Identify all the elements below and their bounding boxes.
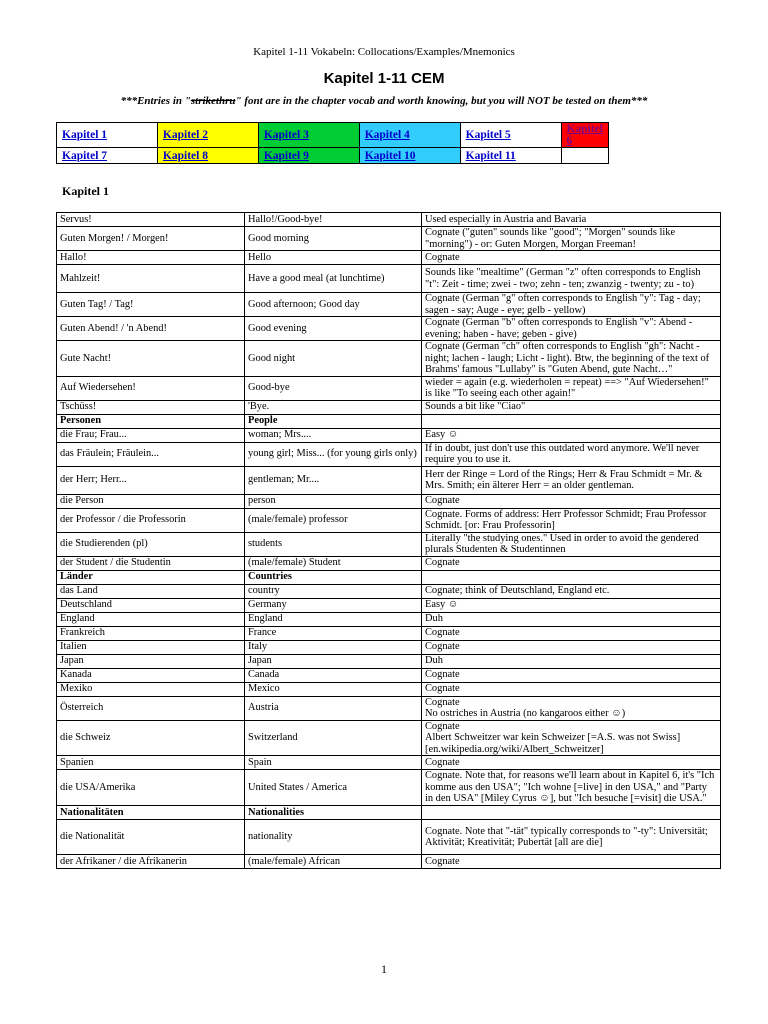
table-row	[57, 626, 721, 640]
mnemonic-note: Used especially in Austria and Bavaria	[422, 213, 721, 227]
mnemonic-note: Cognate	[422, 855, 721, 869]
page-number: 1	[381, 962, 387, 976]
chapter-nav-cell[interactable]	[157, 123, 258, 148]
mnemonic-note: Cognate No ostriches in Austria (no kangaroos either ☺)	[422, 696, 721, 720]
table-row	[57, 806, 721, 820]
mnemonic-note: Cognate	[422, 251, 721, 265]
table-row	[57, 696, 721, 720]
mnemonic-note: Cognate	[422, 626, 721, 640]
table-row	[57, 251, 721, 265]
english-meaning: United States / America	[245, 770, 422, 806]
english-meaning: Nationalities	[245, 806, 422, 820]
english-meaning: France	[245, 626, 422, 640]
table-row	[57, 227, 721, 251]
english-meaning: Good afternoon; Good day	[245, 293, 422, 317]
chapter-link[interactable]: Kapitel 11	[465, 149, 516, 162]
table-row	[57, 532, 721, 556]
note-suffix: " font are in the chapter vocab and worth knowing, but you will NOT be tested on them***	[235, 95, 648, 107]
chapter-link[interactable]: Kapitel 7	[62, 149, 108, 162]
table-row	[57, 855, 721, 869]
german-term: Frankreich	[57, 626, 245, 640]
german-term: die Nationalität	[57, 820, 245, 855]
mnemonic-note: Cognate Albert Schweitzer war kein Schweizer [=A.S. was not Swiss] [en.wikipedia.org/wiki/Albert_Schweitzer]	[422, 720, 721, 756]
table-row	[57, 400, 721, 414]
english-meaning: England	[245, 612, 422, 626]
german-term: Gute Nacht!	[57, 341, 245, 377]
mnemonic-note: Easy ☺	[422, 428, 721, 442]
mnemonic-note: Cognate. Note that, for reasons we'll learn about in Kapitel 6, it's "Ich komme aus den USA"; "Ich wohne [=live] in den USA," and "Party in den USA" [Miley Cyrus ☺], but "Ich besuche [=visit] die USA."	[422, 770, 721, 806]
german-term: der Student / die Studentin	[57, 556, 245, 570]
chapter-nav-cell[interactable]	[258, 123, 359, 148]
german-term: Hallo!	[57, 251, 245, 265]
english-meaning: (male/female) Student	[245, 556, 422, 570]
mnemonic-note: Literally "the studying ones." Used in order to avoid the gendered plurals Studenten & Studentinnen	[422, 532, 721, 556]
german-term: Mahlzeit!	[57, 265, 245, 293]
table-row	[57, 341, 721, 377]
english-meaning: Canada	[245, 668, 422, 682]
table-row	[57, 556, 721, 570]
mnemonic-note: Cognate (German "ch" often corresponds to English "gh": Nacht - night; lachen - laugh; Licht - light). Btw, the beginning of the text of Brahms' famous "Lullaby" is "Guten Abend, gute Nacht…"	[422, 341, 721, 377]
chapter-link[interactable]: Kapitel 6	[566, 123, 603, 147]
table-row	[57, 682, 721, 696]
mnemonic-note: Cognate	[422, 556, 721, 570]
mnemonic-note: Duh	[422, 612, 721, 626]
table-row	[57, 508, 721, 532]
german-term: der Afrikaner / die Afrikanerin	[57, 855, 245, 869]
mnemonic-note: Cognate. Forms of address: Herr Professor Schmidt; Frau Professor Schmidt. [or: Frau Professorin]	[422, 508, 721, 532]
chapter-link[interactable]: Kapitel 2	[162, 129, 208, 141]
german-term: Guten Abend! / 'n Abend!	[57, 317, 245, 341]
mnemonic-note: wieder = again (e.g. wiederholen = repeat) ==> "Auf Wiedersehen!" is like "To seeing each other again!"	[422, 376, 721, 400]
chapter-nav-cell[interactable]	[258, 148, 359, 164]
mnemonic-note	[422, 570, 721, 584]
vocab-table	[56, 212, 721, 869]
english-meaning: Have a good meal (at lunchtime)	[245, 265, 422, 293]
mnemonic-note: Cognate	[422, 640, 721, 654]
german-term: der Herr; Herr...	[57, 466, 245, 494]
table-row	[57, 612, 721, 626]
german-term: Nationalitäten	[57, 806, 245, 820]
chapter-nav-cell[interactable]	[57, 123, 158, 148]
table-row	[57, 770, 721, 806]
english-meaning: People	[245, 414, 422, 428]
english-meaning: Japan	[245, 654, 422, 668]
chapter-nav-cell[interactable]	[460, 148, 561, 164]
table-row	[57, 668, 721, 682]
english-meaning: (male/female) professor	[245, 508, 422, 532]
chapter-link[interactable]: Kapitel 5	[465, 129, 511, 141]
chapter-nav-row	[57, 123, 609, 148]
mnemonic-note: Cognate. Note that "-tät" typically corresponds to "-ty": Universität; Aktivität; Kreativität; Pubertät [all are die]	[422, 820, 721, 855]
chapter-link[interactable]: Kapitel 9	[263, 149, 309, 162]
mnemonic-note: Cognate	[422, 668, 721, 682]
table-row	[57, 265, 721, 293]
english-meaning: young girl; Miss... (for young girls only)	[245, 442, 422, 466]
german-term: der Professor / die Professorin	[57, 508, 245, 532]
english-meaning: Good evening	[245, 317, 422, 341]
german-term: Italien	[57, 640, 245, 654]
german-term: England	[57, 612, 245, 626]
german-term: Personen	[57, 414, 245, 428]
mnemonic-note: Easy ☺	[422, 598, 721, 612]
chapter-nav-cell[interactable]	[359, 123, 460, 148]
english-meaning: Mexico	[245, 682, 422, 696]
chapter-nav-cell	[561, 148, 608, 164]
table-row	[57, 640, 721, 654]
table-row	[57, 756, 721, 770]
english-meaning: Switzerland	[245, 720, 422, 756]
table-row	[57, 584, 721, 598]
table-row	[57, 428, 721, 442]
german-term: die Schweiz	[57, 720, 245, 756]
table-row	[57, 317, 721, 341]
english-meaning: Good morning	[245, 227, 422, 251]
german-term: Deutschland	[57, 598, 245, 612]
table-row	[57, 720, 721, 756]
table-row	[57, 293, 721, 317]
english-meaning: Austria	[245, 696, 422, 720]
mnemonic-note	[422, 806, 721, 820]
german-term: Mexiko	[57, 682, 245, 696]
english-meaning: students	[245, 532, 422, 556]
table-row	[57, 598, 721, 612]
german-term: Kanada	[57, 668, 245, 682]
note-strikethru-word: strikethru	[190, 95, 236, 107]
chapter-nav-cell[interactable]	[157, 148, 258, 164]
german-term: Guten Tag! / Tag!	[57, 293, 245, 317]
english-meaning: Spain	[245, 756, 422, 770]
german-term: die USA/Amerika	[57, 770, 245, 806]
mnemonic-note: Sounds a bit like "Ciao"	[422, 400, 721, 414]
english-meaning: Good night	[245, 341, 422, 377]
table-row	[57, 820, 721, 855]
instruction-note	[0, 95, 768, 107]
german-term: das Land	[57, 584, 245, 598]
english-meaning: Good-bye	[245, 376, 422, 400]
chapter-link[interactable]: Kapitel 4	[364, 129, 410, 141]
table-row	[57, 466, 721, 494]
section-heading: Kapitel 1	[62, 184, 109, 198]
german-term: Länder	[57, 570, 245, 584]
english-meaning: nationality	[245, 820, 422, 855]
german-term: Tschüss!	[57, 400, 245, 414]
english-meaning: Hello	[245, 251, 422, 265]
mnemonic-note: Cognate (German "g" often corresponds to English "y": Tag - day; sagen - say; Auge - eye; gelb - yellow)	[422, 293, 721, 317]
english-meaning: Germany	[245, 598, 422, 612]
table-row	[57, 213, 721, 227]
note-prefix: ***Entries in "	[120, 95, 191, 107]
chapter-link[interactable]: Kapitel 3	[263, 129, 309, 141]
english-meaning: Italy	[245, 640, 422, 654]
english-meaning: 'Bye.	[245, 400, 422, 414]
mnemonic-note: Sounds like "mealtime" (German "z" often corresponds to English "t": Zeit - time; zwei - two; zehn - ten; zwanzig - twenty; zu - to)	[422, 265, 721, 293]
mnemonic-note: Cognate	[422, 682, 721, 696]
table-row	[57, 414, 721, 428]
table-row	[57, 442, 721, 466]
german-term: die Frau; Frau...	[57, 428, 245, 442]
mnemonic-note: Cognate	[422, 494, 721, 508]
german-term: das Fräulein; Fräulein...	[57, 442, 245, 466]
english-meaning: country	[245, 584, 422, 598]
english-meaning: person	[245, 494, 422, 508]
table-row	[57, 376, 721, 400]
english-meaning: (male/female) African	[245, 855, 422, 869]
mnemonic-note: Cognate ("guten" sounds like "good"; "Morgen" sounds like "morning") - or: Guten Morgen, Morgan Freeman!	[422, 227, 721, 251]
mnemonic-note: Cognate; think of Deutschland, England etc.	[422, 584, 721, 598]
table-row	[57, 494, 721, 508]
english-meaning: gentleman; Mr....	[245, 466, 422, 494]
english-meaning: Countries	[245, 570, 422, 584]
english-meaning: Hallo!/Good-bye!	[245, 213, 422, 227]
table-row	[57, 654, 721, 668]
table-row	[57, 570, 721, 584]
english-meaning: woman; Mrs....	[245, 428, 422, 442]
mnemonic-note	[422, 414, 721, 428]
german-term: Auf Wiedersehen!	[57, 376, 245, 400]
german-term: Servus!	[57, 213, 245, 227]
mnemonic-note: Cognate	[422, 756, 721, 770]
document-title: Kapitel 1-11 CEM	[323, 70, 445, 87]
chapter-nav-table	[56, 122, 609, 164]
page-header: Kapitel 1-11 Vokabeln: Collocations/Examples/Mnemonics	[253, 46, 515, 58]
german-term: die Studierenden (pl)	[57, 532, 245, 556]
chapter-nav-cell[interactable]	[561, 123, 608, 148]
chapter-nav-row	[57, 148, 609, 164]
chapter-link[interactable]: Kapitel 10	[364, 149, 416, 162]
chapter-nav-cell[interactable]	[359, 148, 460, 164]
mnemonic-note: If in doubt, just don't use this outdated word anymore. We'll never require you to use it.	[422, 442, 721, 466]
german-term: Guten Morgen! / Morgen!	[57, 227, 245, 251]
mnemonic-note: Herr der Ringe = Lord of the Rings; Herr & Frau Schmidt = Mr. & Mrs. Smith; ein älterer Herr = an older gentleman.	[422, 466, 721, 494]
german-term: Japan	[57, 654, 245, 668]
german-term: die Person	[57, 494, 245, 508]
mnemonic-note: Duh	[422, 654, 721, 668]
chapter-link[interactable]: Kapitel 1	[62, 129, 108, 141]
german-term: Österreich	[57, 696, 245, 720]
mnemonic-note: Cognate (German "b" often corresponds to English "v": Abend - evening; haben - have; geben - give)	[422, 317, 721, 341]
chapter-nav-cell[interactable]	[460, 123, 561, 148]
chapter-nav-cell[interactable]	[57, 148, 158, 164]
german-term: Spanien	[57, 756, 245, 770]
chapter-link[interactable]: Kapitel 8	[162, 149, 208, 162]
